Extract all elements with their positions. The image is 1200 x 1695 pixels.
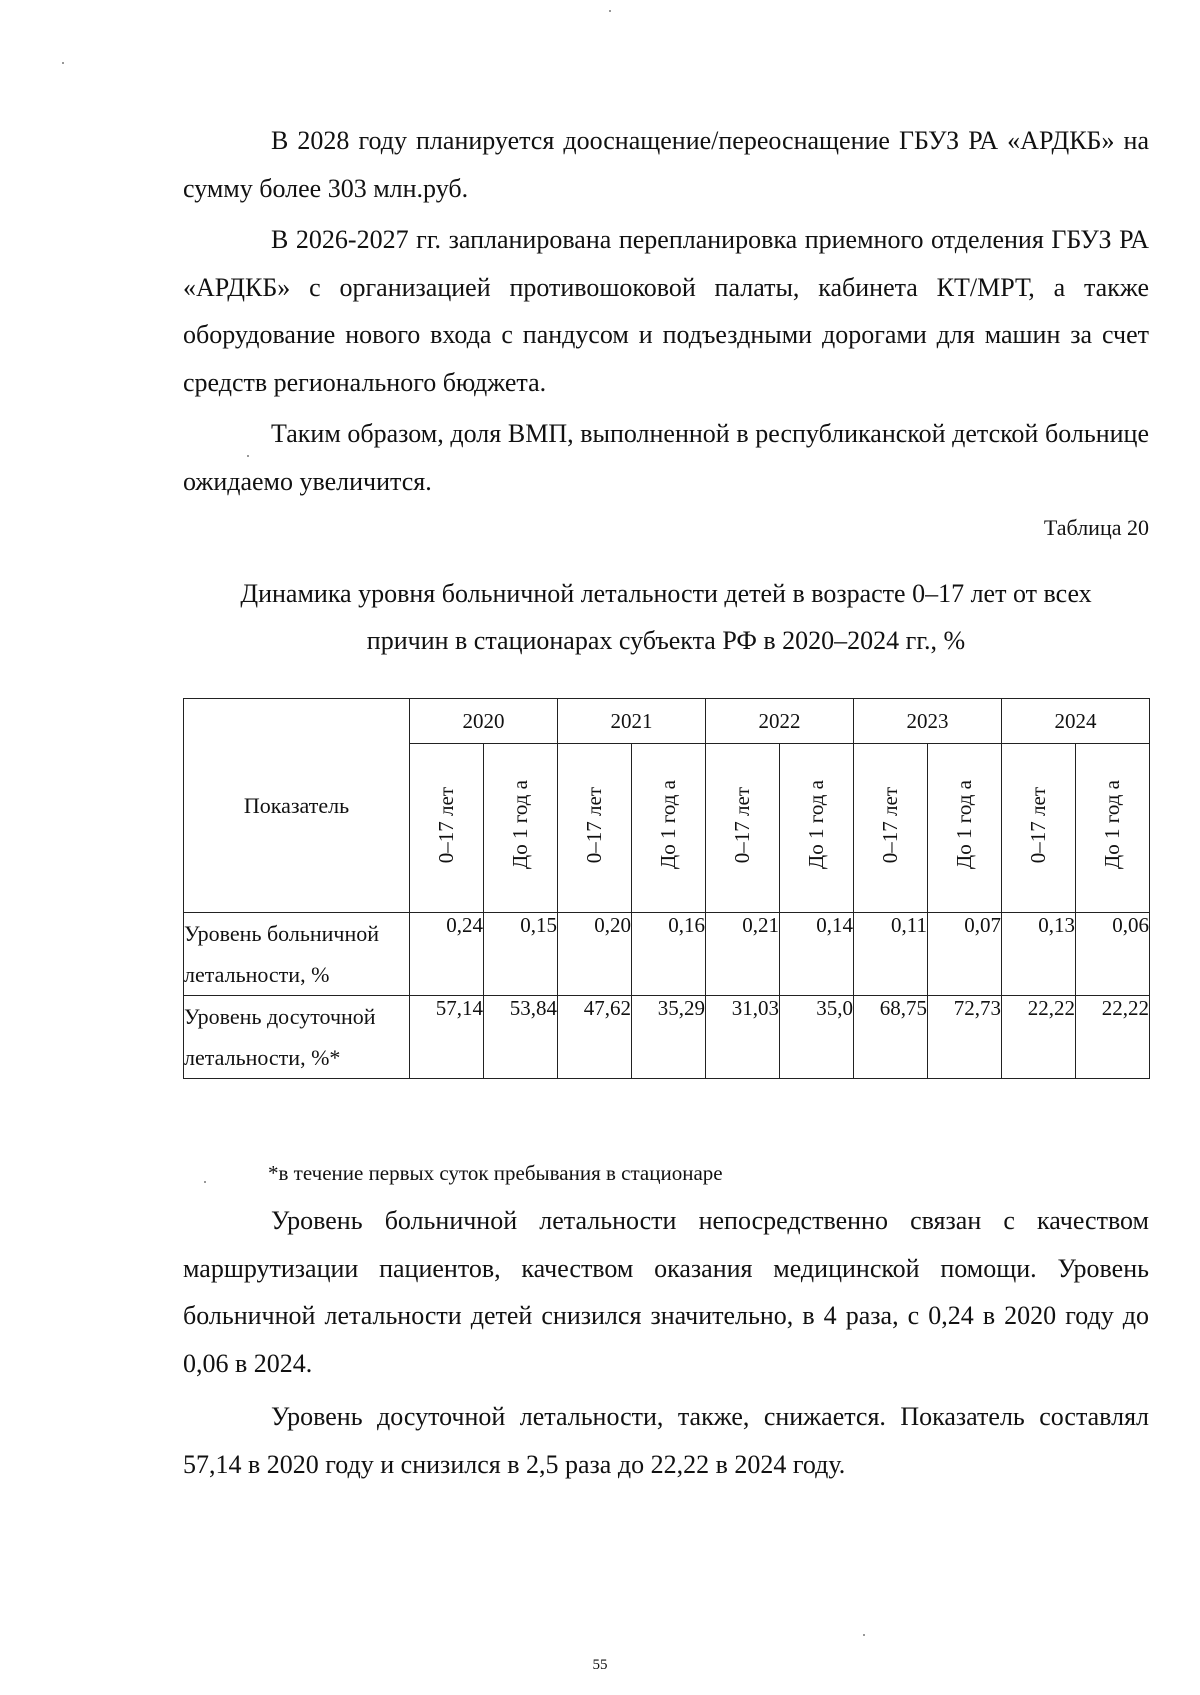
table-cell: 0,06 <box>1076 913 1150 996</box>
scan-speck <box>863 1634 865 1636</box>
table-header-years-row <box>184 699 1150 744</box>
table-row-early-mortality <box>184 996 1150 1079</box>
table-cell: 35,0 <box>780 996 854 1079</box>
header-age-0-17: 0–17 лет <box>558 744 632 913</box>
scan-speck <box>247 455 249 457</box>
scan-speck <box>609 10 611 12</box>
header-age-under-1: До 1 год а <box>632 744 706 913</box>
scan-speck <box>62 62 64 64</box>
header-age-under-1: До 1 год а <box>780 744 854 913</box>
header-year-2020: 2020 <box>410 699 558 744</box>
header-age-under-1: До 1 год а <box>928 744 1002 913</box>
table-cell: 0,16 <box>632 913 706 996</box>
table-title: Динамика уровня больничной летальности детей в возрасте 0–17 лет от всех причин в стационарах субъекта РФ в 2020–2024 гг., % <box>240 579 1092 655</box>
paragraph-reconstruction-2026: В 2026-2027 гг. запланирована перепланировка приемного отделения ГБУЗ РА «АРДКБ» с организацией противошоковой палаты, кабинета КТ/МРТ, а также оборудование нового входа с пандусом и подъездными дорогами для машин за счет средств регионального бюджета. <box>183 225 1149 397</box>
table-cell: 35,29 <box>632 996 706 1079</box>
header-age-0-17: 0–17 лет <box>854 744 928 913</box>
page-number: 55 <box>592 1657 608 1673</box>
header-age-under-1: До 1 год а <box>484 744 558 913</box>
header-year-2024: 2024 <box>1002 699 1150 744</box>
header-age-0-17: 0–17 лет <box>410 744 484 913</box>
table-cell: 72,73 <box>928 996 1002 1079</box>
row-label: Уровень досуточной летальности, %* <box>184 996 410 1079</box>
scan-speck <box>204 1181 206 1183</box>
table-cell: 0,11 <box>854 913 928 996</box>
header-age-under-1: До 1 год а <box>1076 744 1150 913</box>
header-year-2021: 2021 <box>558 699 706 744</box>
table-cell: 0,20 <box>558 913 632 996</box>
table-cell: 0,13 <box>1002 913 1076 996</box>
table-cell: 0,15 <box>484 913 558 996</box>
mortality-table <box>183 698 1150 1079</box>
header-year-2023: 2023 <box>854 699 1002 744</box>
table-cell: 47,62 <box>558 996 632 1079</box>
paragraph-vmp-share: Таким образом, доля ВМП, выполненной в республиканской детской больнице ожидаемо увеличится. <box>183 419 1149 496</box>
table-cell: 57,14 <box>410 996 484 1079</box>
table-cell: 22,22 <box>1002 996 1076 1079</box>
table-footnote: *в течение первых суток пребывания в стационаре <box>268 1161 723 1185</box>
table-cell: 53,84 <box>484 996 558 1079</box>
table-cell: 22,22 <box>1076 996 1150 1079</box>
paragraph-hospital-mortality: Уровень больничной летальности непосредственно связан с качеством маршрутизации пациентов, качеством оказания медицинской помощи. Уровень больничной летальности детей снизился значительно, в 4 раза, с 0,24 в 2020 году до 0,06 в 2024. <box>183 1206 1149 1378</box>
paragraph-early-mortality: Уровень досуточной летальности, также, снижается. Показатель составлял 57,14 в 2020 году и снизился в 2,5 раза до 22,22 в 2024 году. <box>183 1402 1149 1479</box>
row-label: Уровень больничной летальности, % <box>184 913 410 996</box>
table-cell: 68,75 <box>854 996 928 1079</box>
table-row-hospital-mortality <box>184 913 1150 996</box>
header-age-0-17: 0–17 лет <box>706 744 780 913</box>
table-cell: 0,24 <box>410 913 484 996</box>
header-age-0-17: 0–17 лет <box>1002 744 1076 913</box>
header-year-2022: 2022 <box>706 699 854 744</box>
paragraph-equipment-2028: В 2028 году планируется дооснащение/переоснащение ГБУЗ РА «АРДКБ» на сумму более 303 млн.руб. <box>183 126 1149 203</box>
table-cell: 0,07 <box>928 913 1002 996</box>
table-cell: 0,14 <box>780 913 854 996</box>
table-cell: 0,21 <box>706 913 780 996</box>
table-label: Таблица 20 <box>1043 515 1149 540</box>
header-indicator: Показатель <box>184 699 410 913</box>
table-cell: 31,03 <box>706 996 780 1079</box>
